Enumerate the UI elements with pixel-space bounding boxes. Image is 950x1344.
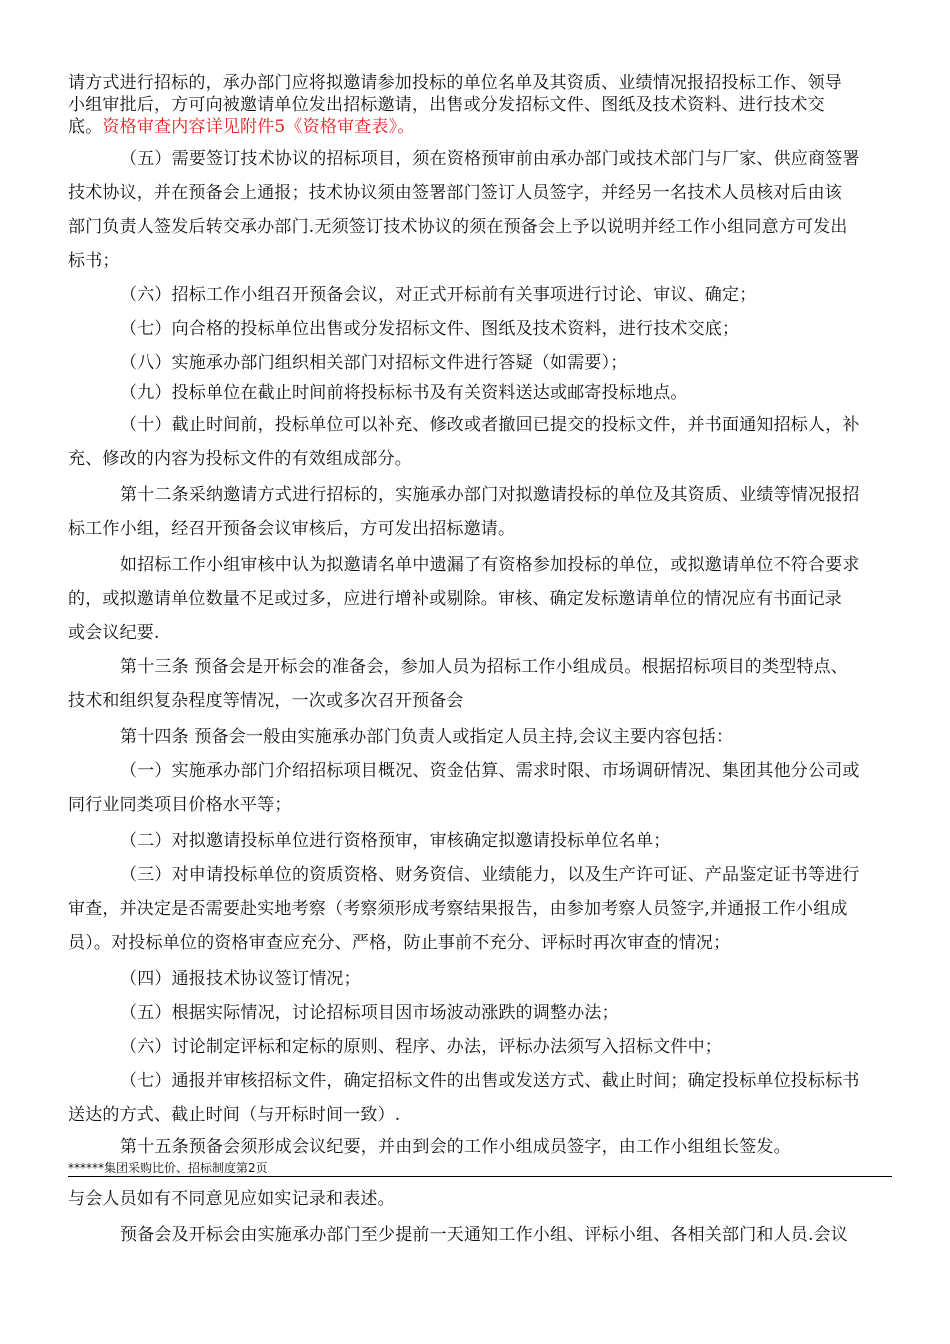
text-line: （二）对拟邀请投标单位进行资格预审，审核确定拟邀请投标单位名单； xyxy=(120,831,671,851)
text-line: 第十二条采纳邀请方式进行招标的，实施承办部门对拟邀请投标的单位及其资质、业绩等情况报招 xyxy=(120,485,860,505)
text-line: （六）招标工作小组召开预备会议，对正式开标前有关事项进行讨论、审议、确定； xyxy=(120,285,757,305)
text-line: （五）需要签订技术协议的招标项目，须在资格预审前由承办部门或技术部门与厂家、供应商签署 xyxy=(120,149,860,169)
text-line: （九）投标单位在截止时间前将投标标书及有关资料送达或邮寄投标地点。 xyxy=(120,383,688,403)
footer-divider xyxy=(68,1176,892,1177)
text-line: （四）通报技术协议签订情况； xyxy=(120,969,361,989)
text-line: 与会人员如有不同意见应如实记录和表述。 xyxy=(68,1189,395,1209)
text-line: 第十三条 预备会是开标会的准备会，参加人员为招标工作小组成员。根据招标项目的类型特点、 xyxy=(120,657,849,677)
text-line: 预备会及开标会由实施承办部门至少提前一天通知工作小组、评标小组、各相关部门和人员.会议 xyxy=(120,1225,849,1245)
text-line: 技术和组织复杂程度等情况，一次或多次召开预备会 xyxy=(68,691,464,711)
text-line xyxy=(68,116,415,138)
text-line: 部门负责人签发后转交承办部门.无须签订技术协议的须在预备会上予以说明并经工作小组同意方可发出 xyxy=(68,217,848,237)
text-line: （八）实施承办部门组织相关部门对招标文件进行答疑（如需要）； xyxy=(120,353,628,373)
text-line: 技术协议，并在预备会上通报；技术协议须由签署部门签订人员签字，并经另一名技术人员核对后由该 xyxy=(68,183,842,203)
text-line: 小组审批后，方可向被邀请单位发出招标邀请，出售或分发招标文件、图纸及技术资料、进行技术交 xyxy=(68,95,825,115)
text-line: 标工作小组，经召开预备会议审核后，方可发出招标邀请。 xyxy=(68,519,516,539)
red-note: 资格审查内容详见附件5《资格审查表》。 xyxy=(102,117,415,137)
text-line: 请方式进行招标的，承办部门应将拟邀请参加投标的单位名单及其资质、业绩情况报招投标工作、领导 xyxy=(68,73,842,93)
text-line: 审查，并决定是否需要赴实地考察（考察须形成考察结果报告，由参加考察人员签字,并通报工作小组成 xyxy=(68,899,848,919)
text-line: （十）截止时间前，投标单位可以补充、修改或者撤回已提交的投标文件，并书面通知招标人，补 xyxy=(120,415,860,435)
text-line: （七）向合格的投标单位出售或分发招标文件、图纸及技术资料，进行技术交底； xyxy=(120,319,740,339)
text-line: 充、修改的内容为投标文件的有效组成部分。 xyxy=(68,449,412,469)
text-span: 底。 xyxy=(68,117,103,137)
text-line: 如招标工作小组审核中认为拟邀请名单中遗漏了有资格参加投标的单位，或拟邀请单位不符合要求 xyxy=(120,555,860,575)
text-line: （七）通报并审核招标文件，确定招标文件的出售或发送方式、截止时间；确定投标单位投标标书 xyxy=(120,1071,860,1091)
text-line: 员）。对投标单位的资格审查应充分、严格，防止事前不充分、评标时再次审查的情况； xyxy=(68,933,731,953)
text-line: 第十五条预备会须形成会议纪要，并由到会的工作小组成员签字，由工作小组组长签发。 xyxy=(120,1137,791,1157)
text-line: （一）实施承办部门介绍招标项目概况、资金估算、需求时限、市场调研情况、集团其他分公司或 xyxy=(120,761,860,781)
text-line: 标书； xyxy=(68,251,120,271)
page-footer: ******集团采购比价、招标制度第2页 xyxy=(68,1161,268,1175)
text-line: 或会议纪要. xyxy=(68,623,160,643)
text-line: 同行业同类项目价格水平等； xyxy=(68,795,292,815)
text-line: （五）根据实际情况，讨论招标项目因市场波动涨跌的调整办法； xyxy=(120,1003,619,1023)
text-line: 的，或拟邀请单位数量不足或过多，应进行增补或剔除。审核、确定发标邀请单位的情况应有书面记录 xyxy=(68,589,842,609)
text-line: 送达的方式、截止时间（与开标时间一致）. xyxy=(68,1105,401,1125)
text-line: （三）对申请投标单位的资质资格、财务资信、业绩能力，以及生产许可证、产品鉴定证书等进行 xyxy=(120,865,860,885)
text-line: 第十四条 预备会一般由实施承办部门负责人或指定人员主持,会议主要内容包括： xyxy=(120,727,734,747)
text-line: （六）讨论制定评标和定标的原则、程序、办法，评标办法须写入招标文件中； xyxy=(120,1037,722,1057)
